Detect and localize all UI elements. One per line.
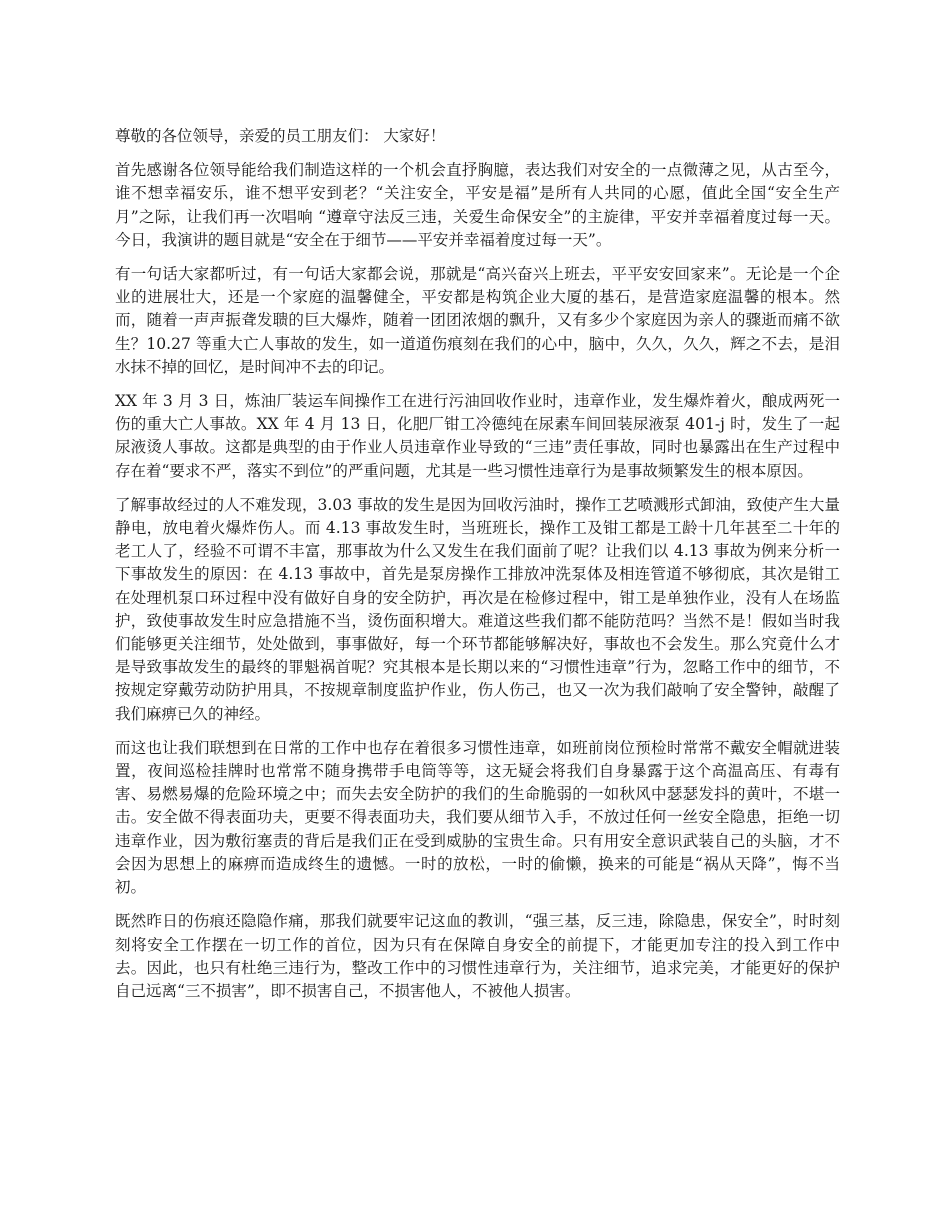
- document-body: [115, 125, 840, 1014]
- paragraph-accident-analysis: 了解事故经过的人不难发现，3.03 事故的发生是因为回收污油时，操作工艺喷溅形式卸油，致使产生大量静电，放电着火爆炸伤人。而 4.13 事故发生时，当班班长，操作工及钳工都是工龄十几年甚至二十年的老工人了，经验不可谓不丰富，那事故为什么又发生在我们面前了呢？让我们以 4.13 事故为例来分析一下事故发生的原因：在 4.13 事故中，首先是泵房操作工排放冲洗泵体及相连管道不够彻底，其次是钳工在处理机泵口环过程中没有做好自身的安全防护，再次是在检修过程中，钳工是单独作业，没有人在场监护，致使事故发生时应急措施不当，烫伤面积增大。难道这些我们都不能防范吗？当然不是！假如当时我们能够更关注细节，处处做到，事事做好，每一个环节都能够解决好，事故也不会发生。那么究竟什么才是导致事故发生的最终的罪魁祸首呢？究其根本是长期以来的“习惯性违章”行为，忽略工作中的细节，不按规定穿戴劳动防护用具，不按规章制度监护作业，伤人伤己，也又一次为我们敲响了安全警钟，敲醒了我们麻痹已久的神经。: [115, 495, 840, 723]
- greeting: 尊敬的各位领导，亲爱的员工朋友们： 大家好！: [115, 127, 446, 145]
- paragraph-intro: 首先感谢各位领导能给我们制造这样的一个机会直抒胸臆，表达我们对安全的一点微薄之见，从古至今，谁不想幸福安乐，谁不想平安到老？“关注安全，平安是福”是所有人共同的心愿，值此全国“安全生产月”之际，让我们再一次唱响 “遵章守法反三违，关爱生命保安全”的主旋律，平安并幸福着度过每一天。今日，我演讲的题目就是“安全在于细节——平安并幸福着度过每一天”。: [115, 161, 840, 249]
- paragraph-safety-home: 有一句话大家都听过，有一句话大家都会说，那就是“高兴奋兴上班去，平平安安回家来”。无论是一个企业的进展壮大，还是一个家庭的温馨健全，平安都是构筑企业大厦的基石，是营造家庭温馨的根本。然而，随着一声声振聋发聩的巨大爆炸，随着一团团浓烟的飘升，又有多少个家庭因为亲人的骤逝而痛不欲生？10.27 等重大亡人事故的发生，如一道道伤痕刻在我们的心中，脑中，久久，久久，辉之不去，是泪水抹不掉的回忆，是时间冲不去的印记。: [115, 265, 840, 376]
- paragraph-habitual-violations: 而这也让我们联想到在日常的工作中也存在着很多习惯性违章，如班前岗位预检时常常不戴安全帽就进装置，夜间巡检挂牌时也常常不随身携带手电筒等等，这无疑会将我们自身暴露于这个高温高压、有毒有害、易燃易爆的危险环境之中；而失去安全防护的我们的生命脆弱的一如秋风中瑟瑟发抖的黄叶，不堪一击。安全做不得表面功夫，更要不得表面功夫，我们要从细节入手，不放过任何一丝安全隐患，拒绝一切违章作业，因为敷衍塞责的背后是我们正在受到威胁的宝贵生命。只有用安全意识武装自己的头脑，才不会因为思想上的麻痹而造成终生的遗憾。一时的放松，一时的偷懒，换来的可能是“祸从天降”，悔不当初。: [115, 738, 840, 897]
- paragraph-accident-cases: XX 年 3 月 3 日，炼油厂装运车间操作工在进行污油回收作业时，违章作业，发生爆炸着火，酿成两死一伤的重大亡人事故。XX 年 4 月 13 日，化肥厂钳工冷德纯在尿素车间回装尿液泵 401-j 时，发生了一起尿液烫人事故。这都是典型的由于作业人员违章作业导致的“三违”责任事故，同时也暴露出在生产过程中存在着“要求不严，落实不到位”的严重问题，尤其是一些习惯性违章行为是事故频繁发生的根本原因。: [115, 392, 840, 480]
- paragraph-conclusion: 既然昨日的伤痕还隐隐作痛，那我们就要牢记这血的教训，“强三基，反三违，除隐患，保安全”，时时刻刻将安全工作摆在一切工作的首位，因为只有在保障自身安全的前提下，才能更加专注的投入到工作中去。因此，也只有杜绝三违行为，整改工作中的习惯性违章行为，关注细节，追求完美，才能更好的保护自己远离“三不损害”，即不损害自己，不损害他人，不被他人损害。: [115, 912, 840, 1000]
